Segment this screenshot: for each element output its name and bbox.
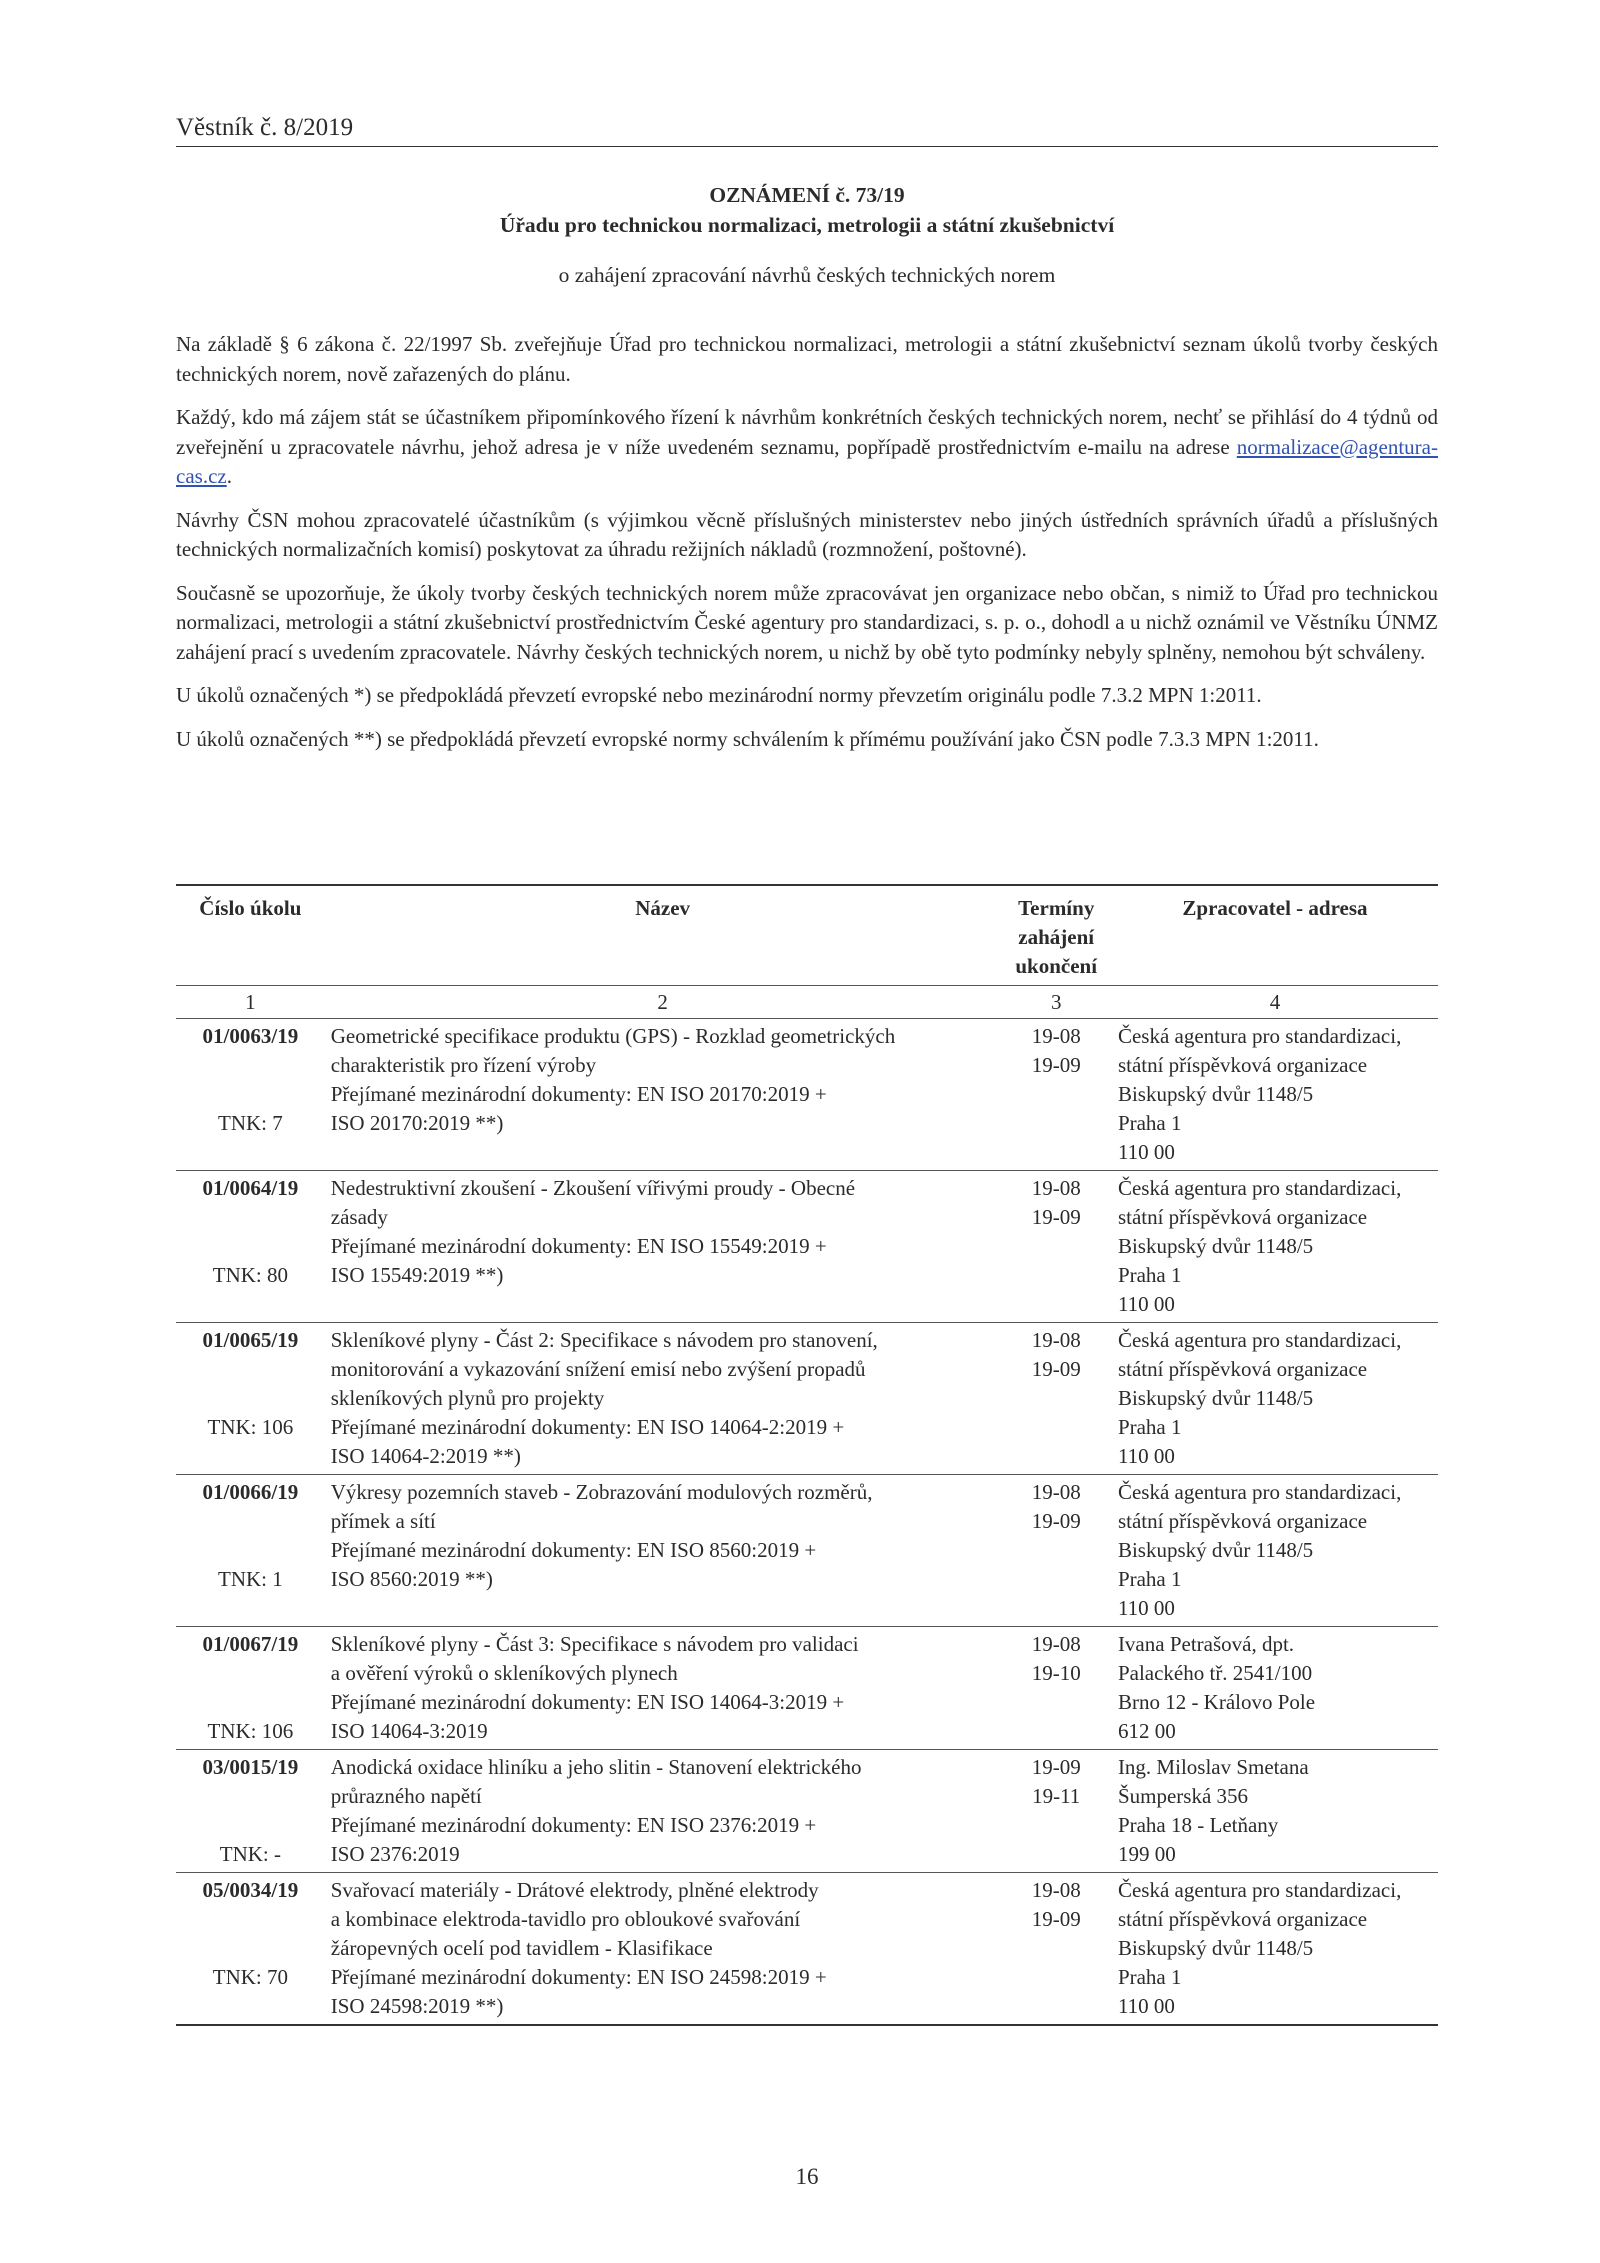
announcement-title — [176, 180, 1438, 290]
address-line: 110 00 — [1117, 1140, 1175, 1164]
task-name-line: Anodická oxidace hliníku a jeho slitin - Stanovení elektrického — [330, 1755, 862, 1779]
address-line: Ivana Petrašová, dpt. — [1117, 1632, 1295, 1656]
table-row — [176, 1627, 1438, 1750]
task-id-cell — [176, 1873, 325, 2026]
task-name-line: Přejímané mezinárodní dokumenty: EN ISO 15549:2019 + — [330, 1234, 827, 1258]
address-line: Praha 1 — [1117, 1567, 1182, 1591]
task-name-line: Skleníkové plyny - Část 2: Specifikace s návodem pro stanovení, — [330, 1328, 878, 1352]
task-dates-cell — [1000, 1171, 1111, 1323]
task-name-line: Přejímané mezinárodní dokumenty: EN ISO 14064-3:2019 + — [330, 1690, 845, 1714]
task-name-line: a kombinace elektroda-tavidlo pro obloukové svařování — [330, 1907, 801, 1931]
end-date: 19-09 — [1031, 1053, 1081, 1077]
task-id-cell — [176, 1750, 325, 1873]
table-row — [176, 1019, 1438, 1171]
address-line: 110 00 — [1117, 1292, 1175, 1316]
task-number: 01/0063/19 — [202, 1024, 299, 1048]
address-line: Česká agentura pro standardizaci, — [1117, 1024, 1402, 1048]
task-number: 03/0015/19 — [202, 1755, 299, 1779]
task-id-cell — [176, 1627, 325, 1750]
end-date: 19-09 — [1031, 1509, 1081, 1533]
header-name: Název — [325, 885, 1001, 986]
start-date: 19-08 — [1031, 1632, 1081, 1656]
start-date: 19-08 — [1031, 1878, 1081, 1902]
header-dates: Termíny zahájení ukončení — [1000, 885, 1111, 986]
end-date: 19-09 — [1031, 1357, 1081, 1381]
page-header — [176, 108, 1438, 147]
paragraph-participation: Každý, kdo má zájem stát se účastníkem připomínkového řízení k návrhům konkrétních českých technických norem, nechť se přihlásí do 4 týdnů od zveřejnění u zpracovatele návrhu, jehož adresa je v níže uvedeném seznamu, popřípadě prostřednictvím e-mailu na adrese normalizace@agentura-cas.cz. — [176, 405, 1438, 488]
task-dates-cell — [1000, 1019, 1111, 1171]
table-header-row — [176, 885, 1438, 986]
address-line: Praha 1 — [1117, 1415, 1182, 1439]
start-date: 19-08 — [1031, 1480, 1081, 1504]
task-name-line: ISO 8560:2019 **) — [330, 1567, 493, 1591]
task-dates-cell — [1000, 1323, 1111, 1475]
tnk-label: TNK: - — [219, 1842, 281, 1866]
task-dates-cell — [1000, 1873, 1111, 2026]
task-dates-cell — [1000, 1750, 1111, 1873]
tnk-label: TNK: 7 — [218, 1111, 283, 1135]
address-line: Ing. Miloslav Smetana — [1117, 1755, 1309, 1779]
task-name-line: Přejímané mezinárodní dokumenty: EN ISO 14064-2:2019 + — [330, 1415, 845, 1439]
tnk-label: TNK: 70 — [212, 1965, 288, 1989]
address-line: Brno 12 - Královo Pole — [1117, 1690, 1316, 1714]
start-date: 19-09 — [1031, 1755, 1081, 1779]
address-line: Česká agentura pro standardizaci, — [1117, 1328, 1402, 1352]
task-name-line: skleníkových plynů pro projekty — [330, 1386, 605, 1410]
task-number: 05/0034/19 — [202, 1878, 299, 1902]
address-line: státní příspěvková organizace — [1117, 1205, 1368, 1229]
task-name-line: ISO 14064-3:2019 — [330, 1719, 488, 1743]
tnk-label: TNK: 1 — [218, 1567, 283, 1591]
task-name-line: ISO 20170:2019 **) — [330, 1111, 504, 1135]
column-number: 1 — [176, 986, 325, 1019]
paragraph-conditions: Současně se upozorňuje, že úkoly tvorby českých technických norem může zpracovávat jen organizace nebo občan, s nimiž to Úřad pro technickou normalizaci, metrologii a státní zkušebnictví prostřednictvím České agentury pro standardizaci, s. p. o., dohodl a u nichž oznámil ve Věstníku ÚNMZ zahájení prací s uvedením zpracovatele. Návrhy českých technických norem, u nichž by obě tyto podmínky nebyly splněny, nemohou být schváleny. — [176, 580, 1438, 664]
table-row — [176, 1475, 1438, 1627]
tnk-label: TNK: 106 — [207, 1719, 294, 1743]
task-name-line: Skleníkové plyny - Část 3: Specifikace s návodem pro validaci — [330, 1632, 859, 1656]
task-name-line: ISO 24598:2019 **) — [330, 1994, 504, 2018]
task-name-line: Přejímané mezinárodní dokumenty: EN ISO 2376:2019 + — [330, 1813, 817, 1837]
task-name-line: Přejímané mezinárodní dokumenty: EN ISO 8560:2019 + — [330, 1538, 817, 1562]
processor-address-cell — [1112, 1019, 1438, 1171]
end-date: 19-09 — [1031, 1907, 1081, 1931]
task-name-line: zásady — [330, 1205, 388, 1229]
task-name-line: charakteristik pro řízení výroby — [330, 1053, 597, 1077]
table-row — [176, 1171, 1438, 1323]
task-name-line: ISO 15549:2019 **) — [330, 1263, 504, 1287]
task-name-cell — [325, 1627, 1001, 1750]
address-line: Biskupský dvůr 1148/5 — [1117, 1538, 1314, 1562]
task-name-line: Přejímané mezinárodní dokumenty: EN ISO 24598:2019 + — [330, 1965, 827, 1989]
address-line: 110 00 — [1117, 1444, 1175, 1468]
address-line: 199 00 — [1117, 1842, 1176, 1866]
column-number: 2 — [325, 986, 1001, 1019]
task-name-line: a ověření výroků o skleníkových plynech — [330, 1661, 678, 1685]
task-name-cell — [325, 1171, 1001, 1323]
journal-title: Věstník č. 8/2019 — [176, 114, 354, 141]
start-date: 19-08 — [1031, 1176, 1081, 1200]
address-line: 612 00 — [1117, 1719, 1176, 1743]
processor-address-cell — [1112, 1873, 1438, 2026]
task-name-line: ISO 2376:2019 — [330, 1842, 460, 1866]
start-date: 19-08 — [1031, 1024, 1081, 1048]
task-name-cell — [325, 1019, 1001, 1171]
task-name-line: Přejímané mezinárodní dokumenty: EN ISO 20170:2019 + — [330, 1082, 827, 1106]
address-line: státní příspěvková organizace — [1117, 1053, 1368, 1077]
address-line: Šumperská 356 — [1117, 1784, 1249, 1808]
processor-address-cell — [1112, 1750, 1438, 1873]
column-number: 3 — [1000, 986, 1111, 1019]
paragraph-note-single-star: U úkolů označených *) se předpokládá převzetí evropské nebo mezinárodní normy převzetím originálu podle 7.3.2 MPN 1:2011. — [176, 683, 1262, 707]
tasks-table — [176, 884, 1438, 2026]
paragraph-legal-basis: Na základě § 6 zákona č. 22/1997 Sb. zveřejňuje Úřad pro technickou normalizaci, metrologii a státní zkušebnictví seznam úkolů tvorby českých technických norem, nově zařazených do plánu. — [176, 332, 1438, 386]
task-name-cell — [325, 1750, 1001, 1873]
task-dates-cell — [1000, 1627, 1111, 1750]
task-id-cell — [176, 1323, 325, 1475]
address-line: Biskupský dvůr 1148/5 — [1117, 1936, 1314, 1960]
task-name-line: žáropevných ocelí pod tavidlem - Klasifikace — [330, 1936, 713, 1960]
tnk-label: TNK: 80 — [212, 1263, 288, 1287]
address-line: Česká agentura pro standardizaci, — [1117, 1176, 1402, 1200]
address-line: Česká agentura pro standardizaci, — [1117, 1878, 1402, 1902]
address-line: státní příspěvková organizace — [1117, 1509, 1368, 1533]
processor-address-cell — [1112, 1323, 1438, 1475]
start-date: 19-08 — [1031, 1328, 1081, 1352]
header-processor-address: Zpracovatel - adresa — [1112, 885, 1438, 986]
processor-address-cell — [1112, 1475, 1438, 1627]
table-row — [176, 1873, 1438, 2026]
address-line: 110 00 — [1117, 1596, 1175, 1620]
task-name-line: Nedestruktivní zkoušení - Zkoušení vířivými proudy - Obecné — [330, 1176, 856, 1200]
address-line: Praha 1 — [1117, 1111, 1182, 1135]
task-name-cell — [325, 1323, 1001, 1475]
task-name-line: monitorování a vykazování snížení emisí nebo zvýšení propadů — [330, 1357, 866, 1381]
address-line: Palackého tř. 2541/100 — [1117, 1661, 1313, 1685]
task-id-cell — [176, 1171, 325, 1323]
task-number: 01/0064/19 — [202, 1176, 299, 1200]
task-name-line: Svařovací materiály - Drátové elektrody, plněné elektrody — [330, 1878, 819, 1902]
header-task-number: Číslo úkolu — [176, 885, 325, 986]
column-number-row — [176, 986, 1438, 1019]
address-line: státní příspěvková organizace — [1117, 1357, 1368, 1381]
task-name-line: Výkresy pozemních staveb - Zobrazování modulových rozměrů, — [330, 1480, 873, 1504]
tnk-label: TNK: 106 — [207, 1415, 294, 1439]
processor-address-cell — [1112, 1627, 1438, 1750]
table-body — [176, 1019, 1438, 2026]
task-number: 01/0065/19 — [202, 1328, 299, 1352]
address-line: Biskupský dvůr 1148/5 — [1117, 1082, 1314, 1106]
announcement-subject: o zahájení zpracování návrhů českých technických norem — [558, 263, 1056, 287]
task-number: 01/0066/19 — [202, 1480, 299, 1504]
announcement-number: OZNÁMENÍ č. 73/19 — [709, 183, 905, 207]
column-number: 4 — [1112, 986, 1438, 1019]
task-dates-cell — [1000, 1475, 1111, 1627]
task-id-cell — [176, 1475, 325, 1627]
task-name-line: průrazného napětí — [330, 1784, 482, 1808]
announcement-body — [176, 330, 1438, 768]
task-name-cell — [325, 1475, 1001, 1627]
end-date: 19-09 — [1031, 1205, 1081, 1229]
task-name-line: Geometrické specifikace produktu (GPS) - Rozklad geometrických — [330, 1024, 896, 1048]
end-date: 19-10 — [1031, 1661, 1081, 1685]
table-row — [176, 1750, 1438, 1873]
address-line: Praha 18 - Letňany — [1117, 1813, 1279, 1837]
table-row — [176, 1323, 1438, 1475]
task-name-line: ISO 14064-2:2019 **) — [330, 1444, 521, 1468]
page-number: 16 — [795, 2164, 819, 2189]
task-name-line: přímek a sítí — [330, 1509, 436, 1533]
paragraph-note-double-star: U úkolů označených **) se předpokládá převzetí evropské normy schválením k přímému používání jako ČSN podle 7.3.3 MPN 1:2011. — [176, 726, 1319, 751]
end-date: 19-11 — [1032, 1784, 1081, 1808]
task-id-cell — [176, 1019, 325, 1171]
address-line: Biskupský dvůr 1148/5 — [1117, 1234, 1314, 1258]
issuing-office: Úřadu pro technickou normalizaci, metrologii a státní zkušebnictví — [499, 213, 1115, 237]
address-line: Praha 1 — [1117, 1965, 1182, 1989]
paragraph-fees: Návrhy ČSN mohou zpracovatelé účastníkům (s výjimkou věcně příslušných ministerstev nebo jiných ústředních správních úřadů a příslušných technických normalizačních komisí) poskytovat za úhradu režijních nákladů (rozmnožení, poštovné). — [176, 507, 1438, 561]
task-number: 01/0067/19 — [202, 1632, 299, 1656]
address-line: 110 00 — [1117, 1994, 1175, 2018]
processor-address-cell — [1112, 1171, 1438, 1323]
email-link[interactable]: normalizace@agentura-cas.cz — [176, 434, 1438, 488]
address-line: Česká agentura pro standardizaci, — [1117, 1480, 1402, 1504]
task-name-cell — [325, 1873, 1001, 2026]
address-line: Praha 1 — [1117, 1263, 1182, 1287]
address-line: státní příspěvková organizace — [1117, 1907, 1368, 1931]
address-line: Biskupský dvůr 1148/5 — [1117, 1386, 1314, 1410]
